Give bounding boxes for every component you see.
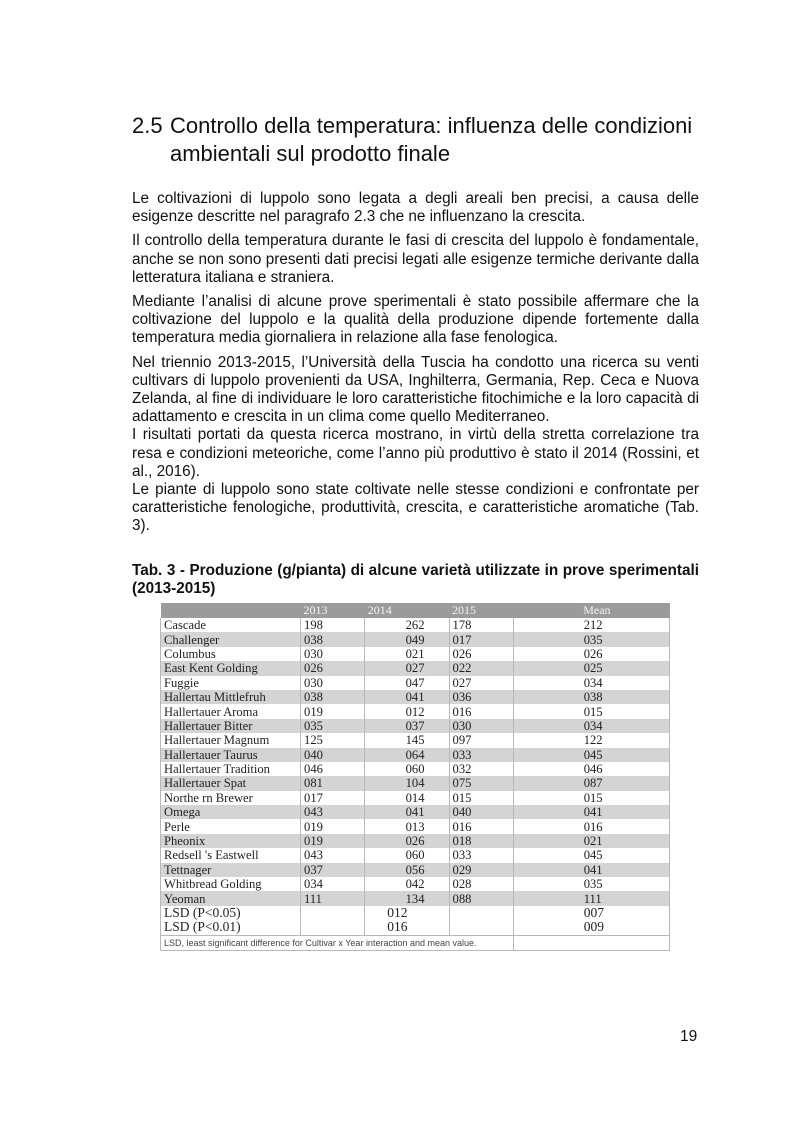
section-number: 2.5 xyxy=(132,113,163,138)
value-cell xyxy=(301,906,365,920)
value-cell: 016 xyxy=(449,704,513,718)
table-caption: Tab. 3 - Produzione (g/pianta) di alcune varietà utilizzate in prove sperimentali (2013-2015) xyxy=(132,562,699,597)
value-cell: 038 xyxy=(301,632,365,646)
value-cell: 015 xyxy=(513,704,669,718)
value-cell: 013 xyxy=(365,819,449,833)
value-cell xyxy=(449,920,513,935)
value-cell: 038 xyxy=(513,690,669,704)
table-row xyxy=(161,719,670,733)
value-cell: 045 xyxy=(513,848,669,862)
variety-cell: Hallertauer Aroma xyxy=(161,704,301,718)
value-cell: 087 xyxy=(513,776,669,790)
variety-cell: Hallertauer Bitter xyxy=(161,719,301,733)
table-row xyxy=(161,891,670,905)
paragraph: Nel triennio 2013-2015, l’Università della Tuscia ha condotto una ricerca su venti cultivars di luppolo provenienti da USA, Inghilterra, Germania, Rep. Ceca e Nuova Zelanda, al fine di individuare le loro caratteristiche fitochimiche e la loro capacità di adattamento e crescita in un clima come quello Mediterraneo. xyxy=(132,353,699,426)
variety-cell: Hallertauer Taurus xyxy=(161,748,301,762)
value-cell: 060 xyxy=(365,848,449,862)
variety-cell: Hallertauer Spat xyxy=(161,776,301,790)
variety-cell: Challenger xyxy=(161,632,301,646)
table-row xyxy=(161,704,670,718)
value-cell: 049 xyxy=(365,632,449,646)
table-row xyxy=(161,661,670,675)
variety-cell: LSD (P<0.05) xyxy=(161,906,301,920)
value-cell: 030 xyxy=(301,676,365,690)
table-row xyxy=(161,848,670,862)
table-row xyxy=(161,762,670,776)
variety-cell: Cascade xyxy=(161,618,301,632)
value-cell: 030 xyxy=(301,647,365,661)
page-number: 19 xyxy=(680,1028,698,1045)
value-cell xyxy=(449,906,513,920)
value-cell: 035 xyxy=(513,632,669,646)
value-cell: 041 xyxy=(513,863,669,877)
table-row xyxy=(161,632,670,646)
value-cell: 025 xyxy=(513,661,669,675)
variety-cell: Pheonix xyxy=(161,834,301,848)
value-cell: 036 xyxy=(449,690,513,704)
footnote-empty-cell xyxy=(513,935,669,950)
value-cell: 262 xyxy=(365,618,449,632)
value-cell: 075 xyxy=(449,776,513,790)
section-heading xyxy=(132,112,702,168)
value-cell: 012 xyxy=(365,906,449,920)
value-cell: 033 xyxy=(449,848,513,862)
value-cell: 026 xyxy=(513,647,669,661)
value-cell: 027 xyxy=(365,661,449,675)
value-cell: 034 xyxy=(301,877,365,891)
value-cell: 016 xyxy=(365,920,449,935)
value-cell: 017 xyxy=(301,791,365,805)
table-row xyxy=(161,819,670,833)
value-cell: 040 xyxy=(301,748,365,762)
value-cell: 026 xyxy=(365,834,449,848)
value-cell: 041 xyxy=(513,805,669,819)
value-cell: 035 xyxy=(301,719,365,733)
value-cell: 009 xyxy=(513,920,669,935)
value-cell: 019 xyxy=(301,704,365,718)
table-row xyxy=(161,776,670,790)
value-cell: 097 xyxy=(449,733,513,747)
header-cell: 2013 xyxy=(301,603,365,618)
value-cell: 015 xyxy=(449,791,513,805)
table-row xyxy=(161,733,670,747)
value-cell: 033 xyxy=(449,748,513,762)
value-cell: 030 xyxy=(449,719,513,733)
header-cell: 2014 xyxy=(365,603,449,618)
value-cell: 111 xyxy=(301,891,365,905)
table-footnote-row xyxy=(161,935,670,950)
value-cell: 046 xyxy=(513,762,669,776)
value-cell: 035 xyxy=(513,877,669,891)
value-cell: 016 xyxy=(449,819,513,833)
value-cell: 038 xyxy=(301,690,365,704)
table-row xyxy=(161,863,670,877)
value-cell: 021 xyxy=(365,647,449,661)
variety-cell: LSD (P<0.01) xyxy=(161,920,301,935)
variety-cell: Hallertauer Tradition xyxy=(161,762,301,776)
value-cell: 029 xyxy=(449,863,513,877)
value-cell: 018 xyxy=(449,834,513,848)
value-cell: 034 xyxy=(513,719,669,733)
value-cell: 019 xyxy=(301,819,365,833)
value-cell: 104 xyxy=(365,776,449,790)
table-row xyxy=(161,647,670,661)
table-row xyxy=(161,906,670,920)
value-cell: 060 xyxy=(365,762,449,776)
value-cell: 016 xyxy=(513,819,669,833)
value-cell: 047 xyxy=(365,676,449,690)
value-cell xyxy=(301,920,365,935)
paragraph: I risultati portati da questa ricerca mostrano, in virtù della stretta correlazione tra resa e condizioni meteoriche, come l’anno più produttivo è stato il 2014 (Rossini, et al., 2016). xyxy=(132,426,699,480)
value-cell: 019 xyxy=(301,834,365,848)
value-cell: 042 xyxy=(365,877,449,891)
value-cell: 088 xyxy=(449,891,513,905)
variety-cell: Perle xyxy=(161,819,301,833)
paragraph: Il controllo della temperatura durante le fasi di crescita del luppolo è fondamentale, anche se non sono presenti dati precisi legati alle esigenze termiche derivante dalla letteratura italiana e straniera. xyxy=(132,232,699,286)
value-cell: 017 xyxy=(449,632,513,646)
value-cell: 043 xyxy=(301,848,365,862)
value-cell: 043 xyxy=(301,805,365,819)
table-row xyxy=(161,748,670,762)
paragraph: Mediante l’analisi di alcune prove sperimentali è stato possibile affermare che la coltivazione del luppolo e la qualità della produzione dipende fortemente dalla temperatura media giornaliera in relazione alla fase fenologica. xyxy=(132,293,699,347)
variety-cell: Columbus xyxy=(161,647,301,661)
table-footnote: LSD, least significant difference for Cultivar x Year interaction and mean value. xyxy=(161,935,514,950)
value-cell: 012 xyxy=(365,704,449,718)
table-row xyxy=(161,690,670,704)
table-header-row xyxy=(161,603,670,618)
value-cell: 145 xyxy=(365,733,449,747)
value-cell: 046 xyxy=(301,762,365,776)
value-cell: 007 xyxy=(513,906,669,920)
value-cell: 037 xyxy=(365,719,449,733)
production-table xyxy=(160,603,670,951)
variety-cell: Yeoman xyxy=(161,891,301,905)
section-title-line2: ambientali sul prodotto finale xyxy=(170,141,451,166)
value-cell: 022 xyxy=(449,661,513,675)
variety-cell: Fuggie xyxy=(161,676,301,690)
table-row xyxy=(161,805,670,819)
value-cell: 014 xyxy=(365,791,449,805)
value-cell: 026 xyxy=(301,661,365,675)
value-cell: 178 xyxy=(449,618,513,632)
table-row xyxy=(161,618,670,632)
paragraph: Le piante di luppolo sono state coltivate nelle stesse condizioni e confrontate per caratteristiche fenologiche, produttività, crescita, e caratteristiche aromatiche (Tab. 3). xyxy=(132,481,699,535)
value-cell: 027 xyxy=(449,676,513,690)
table-row xyxy=(161,791,670,805)
value-cell: 198 xyxy=(301,618,365,632)
section-title-line1: Controllo della temperatura: influenza delle condizioni xyxy=(170,113,693,138)
value-cell: 041 xyxy=(365,805,449,819)
value-cell: 081 xyxy=(301,776,365,790)
value-cell: 032 xyxy=(449,762,513,776)
value-cell: 026 xyxy=(449,647,513,661)
header-cell: Mean xyxy=(513,603,669,618)
value-cell: 040 xyxy=(449,805,513,819)
header-cell xyxy=(161,603,301,618)
variety-cell: Redsell 's Eastwell xyxy=(161,848,301,862)
value-cell: 212 xyxy=(513,618,669,632)
header-cell: 2015 xyxy=(449,603,513,618)
variety-cell: Hallertauer Magnum xyxy=(161,733,301,747)
table-row xyxy=(161,834,670,848)
value-cell: 056 xyxy=(365,863,449,877)
table-row xyxy=(161,676,670,690)
variety-cell: Omega xyxy=(161,805,301,819)
table-row xyxy=(161,920,670,935)
paragraph: Le coltivazioni di luppolo sono legata a degli areali ben precisi, a causa delle esigenze descritte nel paragrafo 2.3 che ne influenzano la crescita. xyxy=(132,190,699,226)
value-cell: 111 xyxy=(513,891,669,905)
variety-cell: East Kent Golding xyxy=(161,661,301,675)
value-cell: 028 xyxy=(449,877,513,891)
value-cell: 034 xyxy=(513,676,669,690)
value-cell: 064 xyxy=(365,748,449,762)
value-cell: 134 xyxy=(365,891,449,905)
value-cell: 041 xyxy=(365,690,449,704)
variety-cell: Whitbread Golding xyxy=(161,877,301,891)
body-text xyxy=(132,190,699,536)
variety-cell: Northe rn Brewer xyxy=(161,791,301,805)
value-cell: 125 xyxy=(301,733,365,747)
value-cell: 015 xyxy=(513,791,669,805)
value-cell: 037 xyxy=(301,863,365,877)
value-cell: 021 xyxy=(513,834,669,848)
value-cell: 045 xyxy=(513,748,669,762)
variety-cell: Tettnager xyxy=(161,863,301,877)
variety-cell: Hallertau Mittlefruh xyxy=(161,690,301,704)
table-row xyxy=(161,877,670,891)
value-cell: 122 xyxy=(513,733,669,747)
